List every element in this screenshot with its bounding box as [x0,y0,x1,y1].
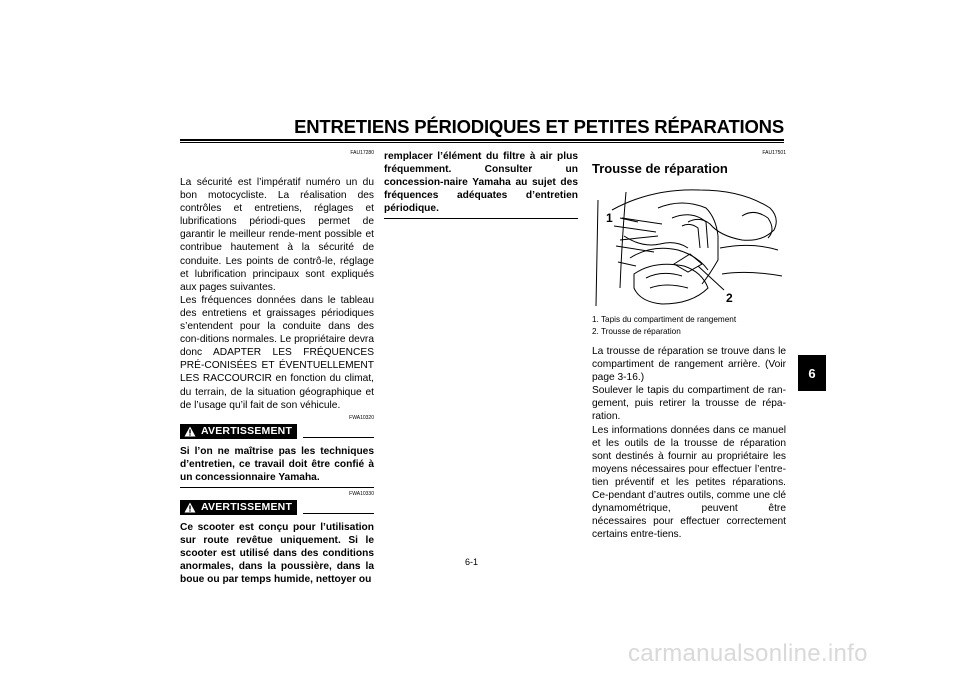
warning-end-rule [180,487,374,488]
caption-item: 1. Tapis du compartiment de rangement [592,315,737,324]
warning-text: Si l’on ne maîtrise pas les techniques d’entretien, ce travail doit être confié à un concessionnaire Yamaha. [180,445,374,483]
column-2 [384,150,578,219]
warning-triangle-icon [184,502,196,513]
paragraph: Les informations données dans ce manuel et les outils de la trousse de réparation sont destinés à fournir au propriétaire les moyens nécessaires pour effectuer l’entre-tien préventif et les petites réparations. Ce-pendant d’autres outils, comme une clé dynamométrique, peuvent être nécessaires pour effectuer correctement certains entre-tiens. [592,424,786,541]
warning-triangle-icon [184,426,196,437]
warning-header [180,424,374,439]
paragraph: La sécurité est l’impératif numéro un du bon motocycliste. La réalisation des contrôles et entretiens, réglages et lubrifications périodi-ques permet de garantir le meilleur rende-ment possible et contribue hautement à la sécurité de conduite. Les points de contrô-le, réglage et lubrification principaux sont expliqués aux pages suivantes. [180,177,374,293]
watermark: carmanualsonline.info [628,640,868,667]
warning-label-text: AVERTISSEMENT [201,425,293,438]
warning-code: FWA10330 [349,490,374,497]
warning-code: FWA10320 [349,414,374,421]
section-code: FAU17280 [350,150,374,156]
warning-rule [303,513,374,514]
warning-end-rule [384,218,578,219]
warning-label [180,424,297,439]
page-number: 6-1 [465,557,479,567]
title-rule [180,139,784,141]
callout-label-1: 1 [606,211,613,225]
section-code: FAU17501 [762,150,786,156]
callout-label-2: 2 [726,291,733,305]
repair-kit-illustration [592,178,786,306]
warning-text: Ce scooter est conçu pour l’utilisation sur route revêtue uniquement. Si le scooter est utilisé dans des conditions anormales, dans la poussière, dans la boue ou par temps humide, nettoyer ou [180,521,374,586]
warning-header [180,500,374,515]
intro-text [180,176,374,412]
page-title: ENTRETIENS PÉRIODIQUES ET PETITES RÉPARATIONS [294,116,784,137]
paragraph: La trousse de réparation se trouve dans le compartiment de rangement arrière. (Voir page 3-16.) [592,346,786,384]
warning-label-text: AVERTISSEMENT [201,501,293,514]
paragraph: Les fréquences données dans le tableau des entretiens et graissages périodiques s’entendent pour la conduite dans des con-ditions normales. Le propriétaire devra donc ADAPTER LES FRÉQUENCES PRÉ-CONISÉES ET ÉVENTUELLEMENT LES RACCOURCIR en fonction du climat, du terrain, de la situation géographique et de l’usage qu’il fait de son véhicule. [180,294,374,411]
caption-item: 2. Trousse de réparation [592,327,681,336]
warning-rule [303,437,374,438]
paragraph: Soulever le tapis du compartiment de ran-gement, puis retirer la trousse de répa-ration. [592,385,786,423]
figure-captions [592,314,786,338]
warning-label [180,500,297,515]
section-tab: 6 [798,355,826,391]
repair-kit-text [592,345,786,541]
column-3 [592,150,786,541]
title-rule-thin [180,142,784,143]
section-heading: Trousse de réparation [592,161,728,176]
column-1 [180,150,374,586]
warning-continuation-text: remplacer l’élément du filtre à air plus fréquemment. Consulter un concession-naire Yamaha au sujet des fréquences adéquates d’entretien périodique. [384,151,578,215]
